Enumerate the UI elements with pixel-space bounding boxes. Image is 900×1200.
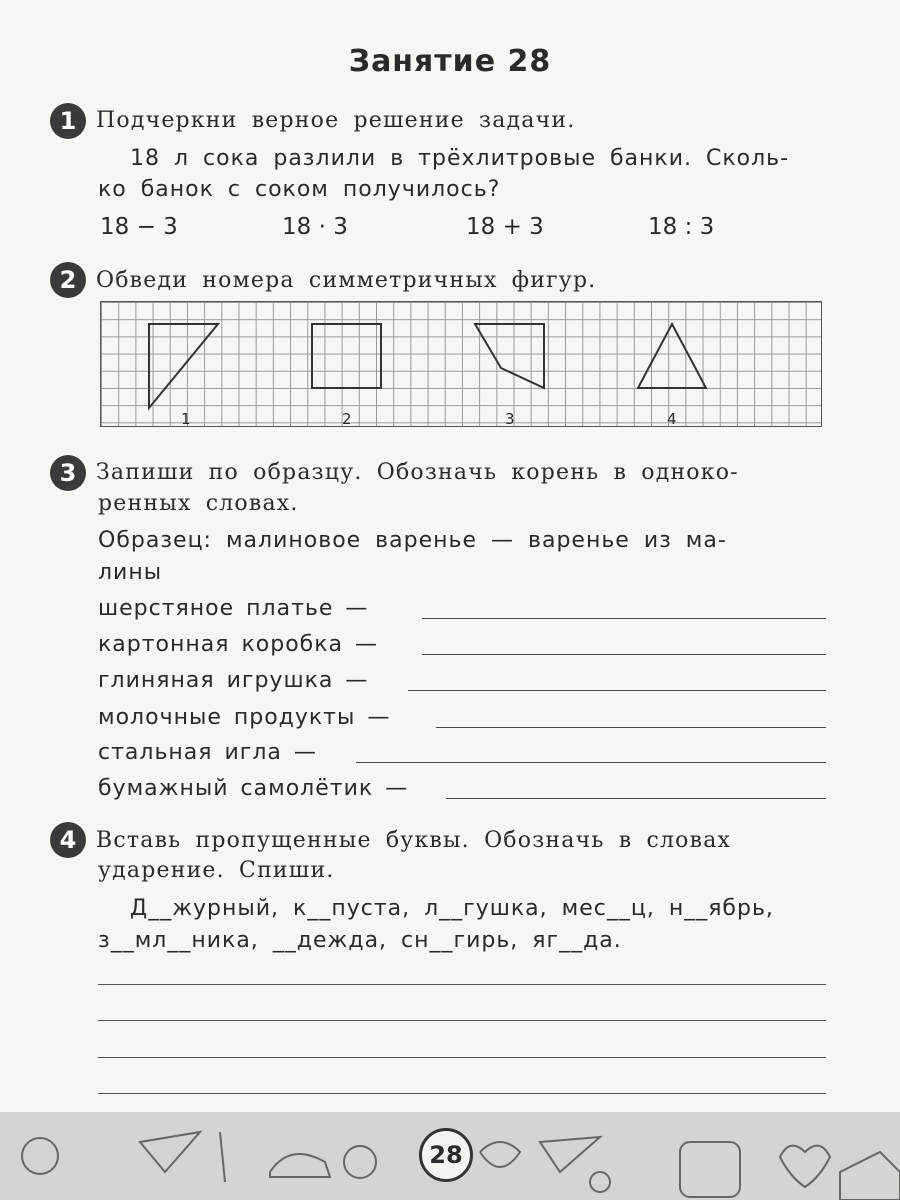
- lollipop-doodle: [590, 1172, 610, 1192]
- writing-line-4[interactable]: [98, 1093, 826, 1094]
- figure-4-triangle: [638, 324, 706, 388]
- task3-instruction-line2: ренных словах.: [98, 491, 299, 516]
- task4-instruction-line1: Вставь пропущенные буквы. Обозначь в словах: [96, 828, 732, 853]
- option-multiply[interactable]: 18 · 3: [282, 214, 348, 240]
- answer-line-4[interactable]: [436, 727, 826, 728]
- task1-instruction: Подчеркни верное решение задачи.: [96, 108, 576, 133]
- task3-instruction-line1: Запиши по образцу. Обозначь корень в одноко-: [96, 460, 739, 485]
- task2-instruction: Обведи номера симметричных фигур.: [96, 268, 597, 293]
- pin-doodle: [220, 1132, 225, 1182]
- phrase-row-6: бумажный самолётик —: [98, 776, 409, 801]
- task3-sample-line1: Образец: малиновое варенье — варенье из ма-: [98, 528, 727, 553]
- figure-label-2[interactable]: 2: [342, 410, 352, 428]
- figure-grid: [100, 301, 822, 427]
- backpack-doodle: [680, 1142, 740, 1197]
- phrase-row-1: шерстяное платье —: [98, 596, 369, 621]
- task4-words-line1: Д__журный, к__пуста, л__гушка, мес__ц, н__ябрь,: [130, 896, 774, 921]
- writing-line-1[interactable]: [98, 984, 826, 985]
- task3-sample-line2: лины: [98, 560, 163, 585]
- answer-line-6[interactable]: [446, 798, 826, 799]
- task-number-3: 3: [50, 455, 86, 491]
- phrase-row-4: молочные продукты —: [98, 705, 391, 730]
- page-number: 28: [419, 1128, 473, 1182]
- page-title: Занятие 28: [348, 44, 552, 79]
- answer-line-2[interactable]: [422, 654, 826, 655]
- task-number-1: 1: [50, 103, 86, 139]
- task4-words-line2: з__мл__ника, __дежда, сн__гирь, яг__да.: [98, 928, 622, 953]
- leaf-doodle: [22, 1138, 58, 1174]
- option-divide[interactable]: 18 : 3: [648, 214, 715, 240]
- figure-label-3[interactable]: 3: [505, 410, 515, 428]
- figures-drawing: [101, 302, 823, 428]
- figure-2-square: [312, 324, 381, 388]
- shoe-doodle: [270, 1154, 330, 1177]
- figure-label-4[interactable]: 4: [667, 410, 677, 428]
- figure-3-quadrilateral: [475, 324, 544, 388]
- task4-instruction-line2: ударение. Спиши.: [98, 858, 335, 883]
- figure-1-right-triangle: [149, 324, 218, 408]
- envelope-doodle: [840, 1152, 900, 1200]
- answer-line-5[interactable]: [356, 762, 826, 763]
- figure-label-1[interactable]: 1: [181, 410, 191, 428]
- task1-problem-line2: ко банок с соком получилось?: [98, 177, 501, 202]
- phrase-row-5: стальная игла —: [98, 740, 317, 765]
- answer-line-3[interactable]: [408, 690, 826, 691]
- option-add[interactable]: 18 + 3: [466, 214, 544, 240]
- paper-plane-doodle: [140, 1132, 200, 1172]
- task-number-2: 2: [50, 262, 86, 298]
- task1-problem-line1: 18 л сока разлили в трёхлитровые банки. Сколь-: [130, 146, 790, 171]
- plane-doodle-2: [540, 1137, 600, 1172]
- phrase-row-2: картонная коробка —: [98, 632, 378, 657]
- answer-line-1[interactable]: [422, 618, 826, 619]
- option-subtract[interactable]: 18 − 3: [100, 214, 178, 240]
- phrase-row-3: глиняная игрушка —: [98, 668, 369, 693]
- cat-doodle: [344, 1146, 376, 1178]
- task-number-4: 4: [50, 822, 86, 858]
- writing-line-2[interactable]: [98, 1020, 826, 1021]
- writing-line-3[interactable]: [98, 1057, 826, 1058]
- bird-doodle: [480, 1142, 520, 1167]
- heart-doodle: [780, 1146, 830, 1187]
